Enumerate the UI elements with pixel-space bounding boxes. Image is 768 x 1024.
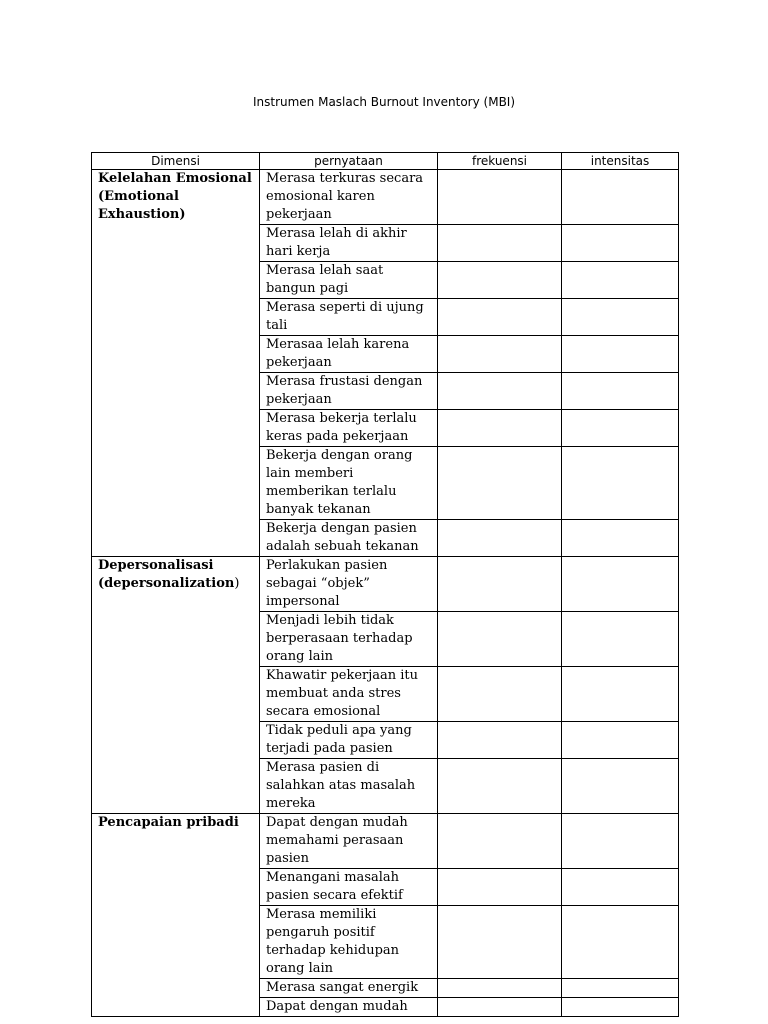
statement-cell: Menangani masalah pasien secara efektif: [260, 869, 438, 906]
statement-cell: Dapat dengan mudah: [260, 998, 438, 1017]
dimension-cell: [92, 170, 260, 557]
statement-cell: Merasa seperti di ujung tali: [260, 299, 438, 336]
intensitas-cell[interactable]: [562, 410, 679, 447]
statement-cell: Merasa terkuras secara emosional karen pekerjaan: [260, 170, 438, 225]
statement-cell: Merasaa lelah karena pekerjaan: [260, 336, 438, 373]
frekuensi-cell[interactable]: [438, 667, 562, 722]
dimension-english-text: (Emotional Exhaustion): [98, 189, 186, 222]
statement-cell: Tidak peduli apa yang terjadi pada pasien: [260, 722, 438, 759]
document-title: Instrumen Maslach Burnout Inventory (MBI): [252, 95, 516, 109]
table-body: [92, 170, 679, 1017]
intensitas-cell[interactable]: [562, 336, 679, 373]
frekuensi-cell[interactable]: [438, 299, 562, 336]
intensitas-cell[interactable]: [562, 557, 679, 612]
frekuensi-cell[interactable]: [438, 906, 562, 979]
header-row: [92, 153, 679, 170]
intensitas-cell[interactable]: [562, 814, 679, 869]
frekuensi-cell[interactable]: [438, 612, 562, 667]
frekuensi-cell[interactable]: [438, 336, 562, 373]
frekuensi-cell[interactable]: [438, 759, 562, 814]
dimension-cell: [92, 557, 260, 814]
statement-cell: Merasa sangat energik: [260, 979, 438, 998]
statement-cell: Khawatir pekerjaan itu membuat anda stres secara emosional: [260, 667, 438, 722]
intensitas-cell[interactable]: [562, 447, 679, 520]
frekuensi-cell[interactable]: [438, 814, 562, 869]
statement-cell: Merasa lelah di akhir hari kerja: [260, 225, 438, 262]
frekuensi-cell[interactable]: [438, 262, 562, 299]
frekuensi-cell[interactable]: [438, 410, 562, 447]
intensitas-cell[interactable]: [562, 722, 679, 759]
header-frekuensi: frekuensi: [438, 153, 562, 170]
dimension-english-name: [98, 188, 253, 224]
intensitas-cell[interactable]: [562, 979, 679, 998]
statement-cell: Merasa pasien di salahkan atas masalah mereka: [260, 759, 438, 814]
table-row: [92, 557, 679, 612]
table-row: [92, 170, 679, 225]
dimension-name: Kelelahan Emosional: [98, 171, 252, 186]
frekuensi-cell[interactable]: [438, 557, 562, 612]
intensitas-cell[interactable]: [562, 520, 679, 557]
frekuensi-cell[interactable]: [438, 998, 562, 1017]
frekuensi-cell[interactable]: [438, 447, 562, 520]
dimension-cell: [92, 814, 260, 1017]
statement-cell: Merasa memiliki pengaruh positif terhadap kehidupan orang lain: [260, 906, 438, 979]
statement-cell: Merasa bekerja terlalu keras pada pekerjaan: [260, 410, 438, 447]
header-intensitas: intensitas: [562, 153, 679, 170]
intensitas-cell[interactable]: [562, 170, 679, 225]
intensitas-cell[interactable]: [562, 612, 679, 667]
table-row: [92, 814, 679, 869]
intensitas-cell[interactable]: [562, 262, 679, 299]
statement-cell: Perlakukan pasien sebagai “objek” impersonal: [260, 557, 438, 612]
statement-cell: Dapat dengan mudah memahami perasaan pasien: [260, 814, 438, 869]
statement-cell: Bekerja dengan pasien adalah sebuah tekanan: [260, 520, 438, 557]
header-dimensi: Dimensi: [92, 153, 260, 170]
statement-cell: Bekerja dengan orang lain memberi memberikan terlalu banyak tekanan: [260, 447, 438, 520]
intensitas-cell[interactable]: [562, 373, 679, 410]
intensitas-cell[interactable]: [562, 906, 679, 979]
mbi-table: [91, 152, 679, 1017]
frekuensi-cell[interactable]: [438, 722, 562, 759]
dimension-english-text: (depersonalization: [98, 576, 235, 591]
dimension-suffix: ): [234, 576, 240, 591]
statement-cell: Merasa frustasi dengan pekerjaan: [260, 373, 438, 410]
frekuensi-cell[interactable]: [438, 225, 562, 262]
dimension-name: Pencapaian pribadi: [98, 815, 239, 830]
intensitas-cell[interactable]: [562, 759, 679, 814]
statement-cell: Merasa lelah saat bangun pagi: [260, 262, 438, 299]
intensitas-cell[interactable]: [562, 998, 679, 1017]
intensitas-cell[interactable]: [562, 869, 679, 906]
frekuensi-cell[interactable]: [438, 520, 562, 557]
frekuensi-cell[interactable]: [438, 373, 562, 410]
dimension-english-name: [98, 575, 253, 593]
intensitas-cell[interactable]: [562, 667, 679, 722]
dimension-name: Depersonalisasi: [98, 558, 214, 573]
intensitas-cell[interactable]: [562, 225, 679, 262]
statement-cell: Menjadi lebih tidak berperasaan terhadap orang lain: [260, 612, 438, 667]
frekuensi-cell[interactable]: [438, 869, 562, 906]
header-pernyataan: pernyataan: [260, 153, 438, 170]
intensitas-cell[interactable]: [562, 299, 679, 336]
frekuensi-cell[interactable]: [438, 170, 562, 225]
frekuensi-cell[interactable]: [438, 979, 562, 998]
